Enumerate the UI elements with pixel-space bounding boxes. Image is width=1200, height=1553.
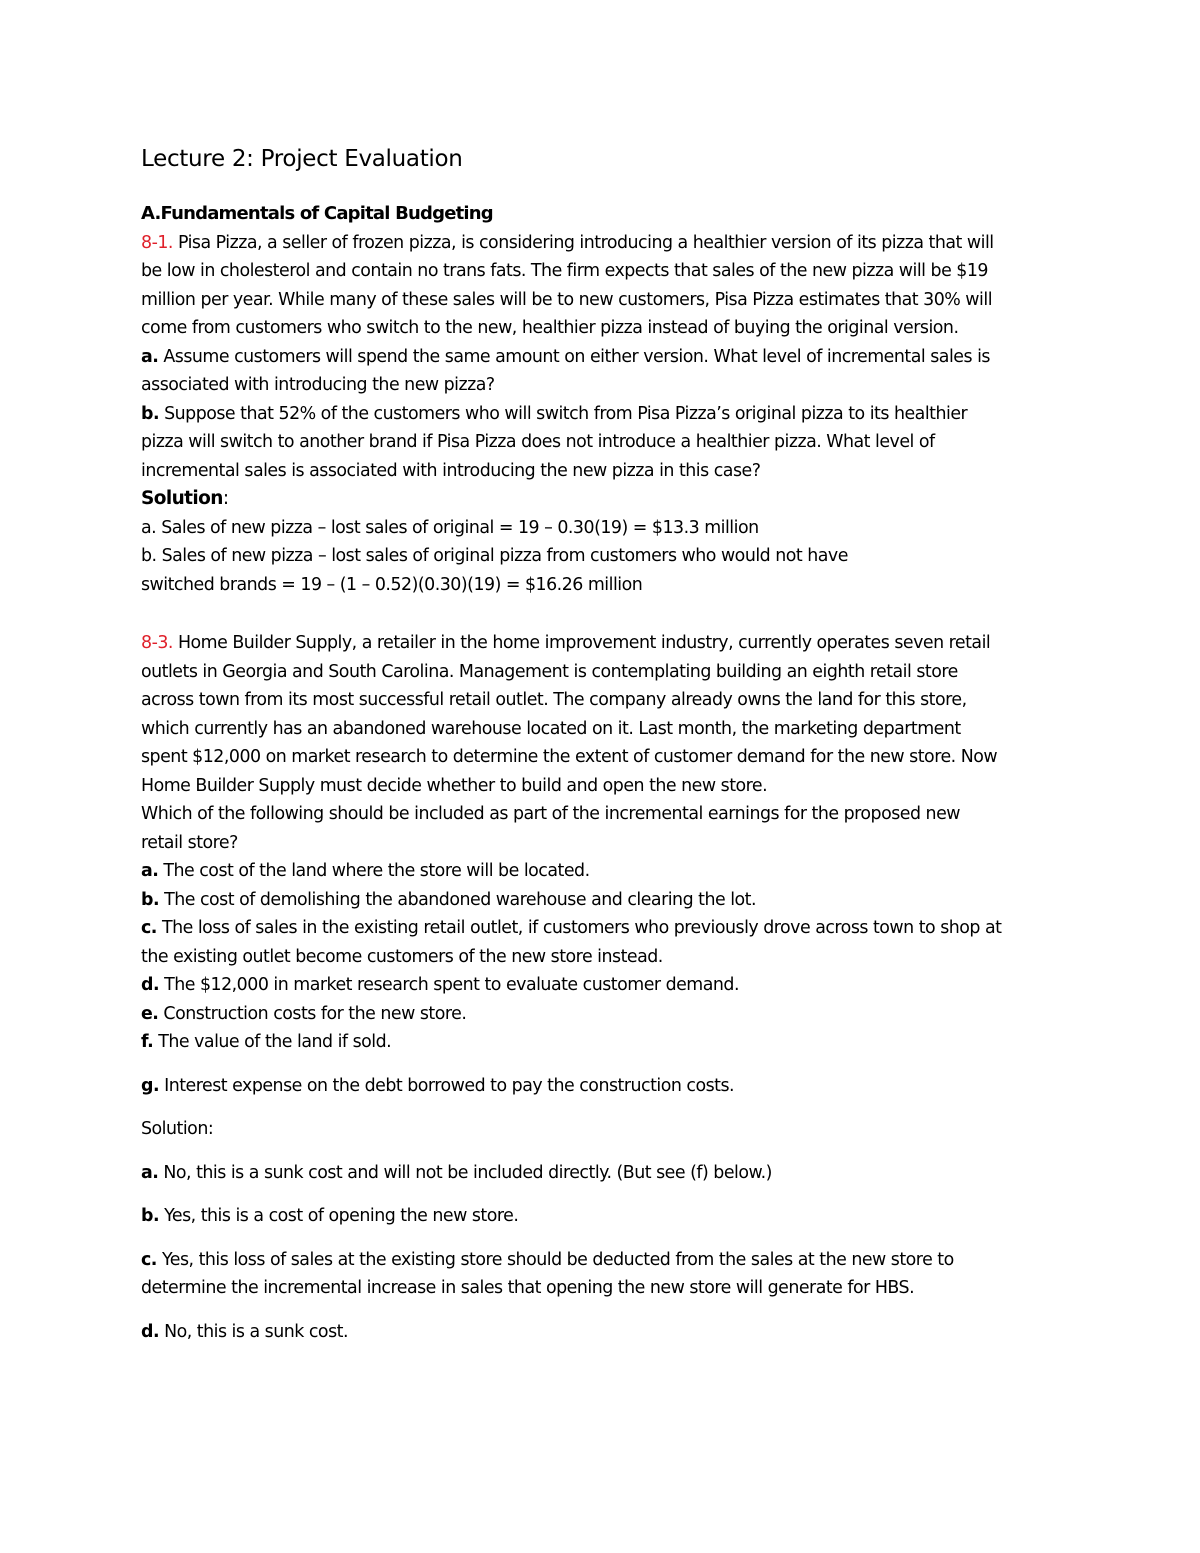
solution-b-line-2: switched brands = 19 – (1 – 0.52)(0.30)(19) = $16.26 million [141, 574, 643, 595]
option-c: c. The loss of sales in the existing retail outlet, if customers who previously drove across town to shop at [141, 918, 1002, 938]
problem-8-3-line-5: spent $12,000 on market research to determine the extent of customer demand for the new store. Now [141, 747, 998, 767]
spacer [141, 1144, 1061, 1159]
solution-b-line-1: b. Sales of new pizza – lost sales of original pizza from customers who would not have [141, 546, 848, 566]
question-a: a. Assume customers will spend the same amount on either version. What level of incremental sales is [141, 346, 990, 367]
option-g: g. Interest expense on the debt borrowed to pay the construction costs. [141, 1075, 735, 1096]
solution-a: a. Sales of new pizza – lost sales of original = 19 – 0.30(19) = $13.3 million [141, 517, 759, 538]
document-page [141, 140, 1061, 1346]
option-label: b. [141, 889, 160, 910]
option-label: d. [141, 975, 160, 995]
problem-8-3-line-7: Which of the following should be included as part of the incremental earnings for the proposed new [141, 804, 960, 824]
page-title: Lecture 2: Project Evaluation [141, 146, 463, 172]
spacer [141, 1057, 1061, 1072]
question-a-line-2: associated with introducing the new pizza? [141, 375, 495, 395]
answer-label: a. [141, 1162, 159, 1183]
spacer [141, 1231, 1061, 1246]
option-d: d. The $12,000 in market research spent to evaluate customer demand. [141, 975, 739, 995]
spacer [141, 1303, 1061, 1318]
option-e: e. Construction costs for the new store. [141, 1003, 467, 1024]
option-label: e. [141, 1003, 159, 1024]
problem-8-3 [141, 629, 1061, 1346]
problem-8-1-line-3: million per year. While many of these sales will be to new customers, Pisa Pizza estimates that 30% will [141, 289, 993, 310]
section-heading-a: A.Fundamentals of Capital Budgeting [141, 203, 493, 224]
problem-number: 8-1. [141, 232, 173, 253]
option-a: a. The cost of the land where the store will be located. [141, 861, 590, 881]
option-f: f. The value of the land if sold. [141, 1032, 392, 1052]
problem-8-3-line-3: across town from its most successful retail outlet. The company already owns the land for this store, [141, 690, 967, 710]
problem-8-1-line-1: 8-1. Pisa Pizza, a seller of frozen pizza, is considering introducing a healthier version of its pizza that will [141, 232, 994, 253]
option-label: c. [141, 918, 157, 938]
answer-d: d. No, this is a sunk cost. [141, 1321, 348, 1342]
spacer [141, 1187, 1061, 1202]
answer-c: c. Yes, this loss of sales at the existing store should be deducted from the sales at the new store to [141, 1249, 954, 1270]
problem-number: 8-3. [141, 633, 173, 653]
answer-label: c. [141, 1249, 157, 1270]
problem-8-3-line-1: 8-3. Home Builder Supply, a retailer in the home improvement industry, currently operates seven retail [141, 633, 991, 653]
solution-heading-8-3: Solution: [141, 1119, 214, 1139]
problem-8-3-line-4: which currently has an abandoned warehouse located on it. Last month, the marketing department [141, 718, 961, 739]
question-b: b. Suppose that 52% of the customers who will switch from Pisa Pizza’s original pizza to its healthier [141, 403, 968, 424]
option-label: g. [141, 1075, 160, 1096]
answer-label: b. [141, 1206, 160, 1226]
option-b: b. The cost of demolishing the abandoned warehouse and clearing the lot. [141, 889, 757, 910]
question-b-line-3: incremental sales is associated with introducing the new pizza in this case? [141, 460, 761, 481]
problem-8-1-line-2: be low in cholesterol and contain no trans fats. The firm expects that sales of the new pizza will be $19 [141, 261, 988, 281]
question-label: a. [141, 346, 159, 367]
question-b-line-2: pizza will switch to another brand if Pisa Pizza does not introduce a healthier pizza. What level of [141, 432, 935, 452]
problem-8-1 [141, 229, 1061, 600]
answer-b: b. Yes, this is a cost of opening the new store. [141, 1206, 519, 1226]
problem-8-1-line-4: come from customers who switch to the new, healthier pizza instead of buying the original version. [141, 318, 959, 338]
answer-c-line-2: determine the incremental increase in sales that opening the new store will generate for HBS. [141, 1278, 915, 1298]
option-c-line-2: the existing outlet become customers of the new store instead. [141, 946, 663, 967]
option-label: f. [141, 1032, 154, 1052]
problem-8-3-line-8: retail store? [141, 832, 238, 853]
spacer [141, 1100, 1061, 1115]
spacer [141, 599, 1061, 629]
answer-label: d. [141, 1321, 160, 1342]
option-label: a. [141, 861, 159, 881]
problem-8-3-line-6: Home Builder Supply must decide whether to build and open the new store. [141, 775, 768, 796]
answer-a: a. No, this is a sunk cost and will not be included directly. (But see (f) below.) [141, 1162, 772, 1183]
problem-8-3-line-2: outlets in Georgia and South Carolina. Management is contemplating building an eighth retail store [141, 661, 958, 682]
solution-heading: Solution: [141, 488, 229, 509]
question-label: b. [141, 403, 160, 424]
